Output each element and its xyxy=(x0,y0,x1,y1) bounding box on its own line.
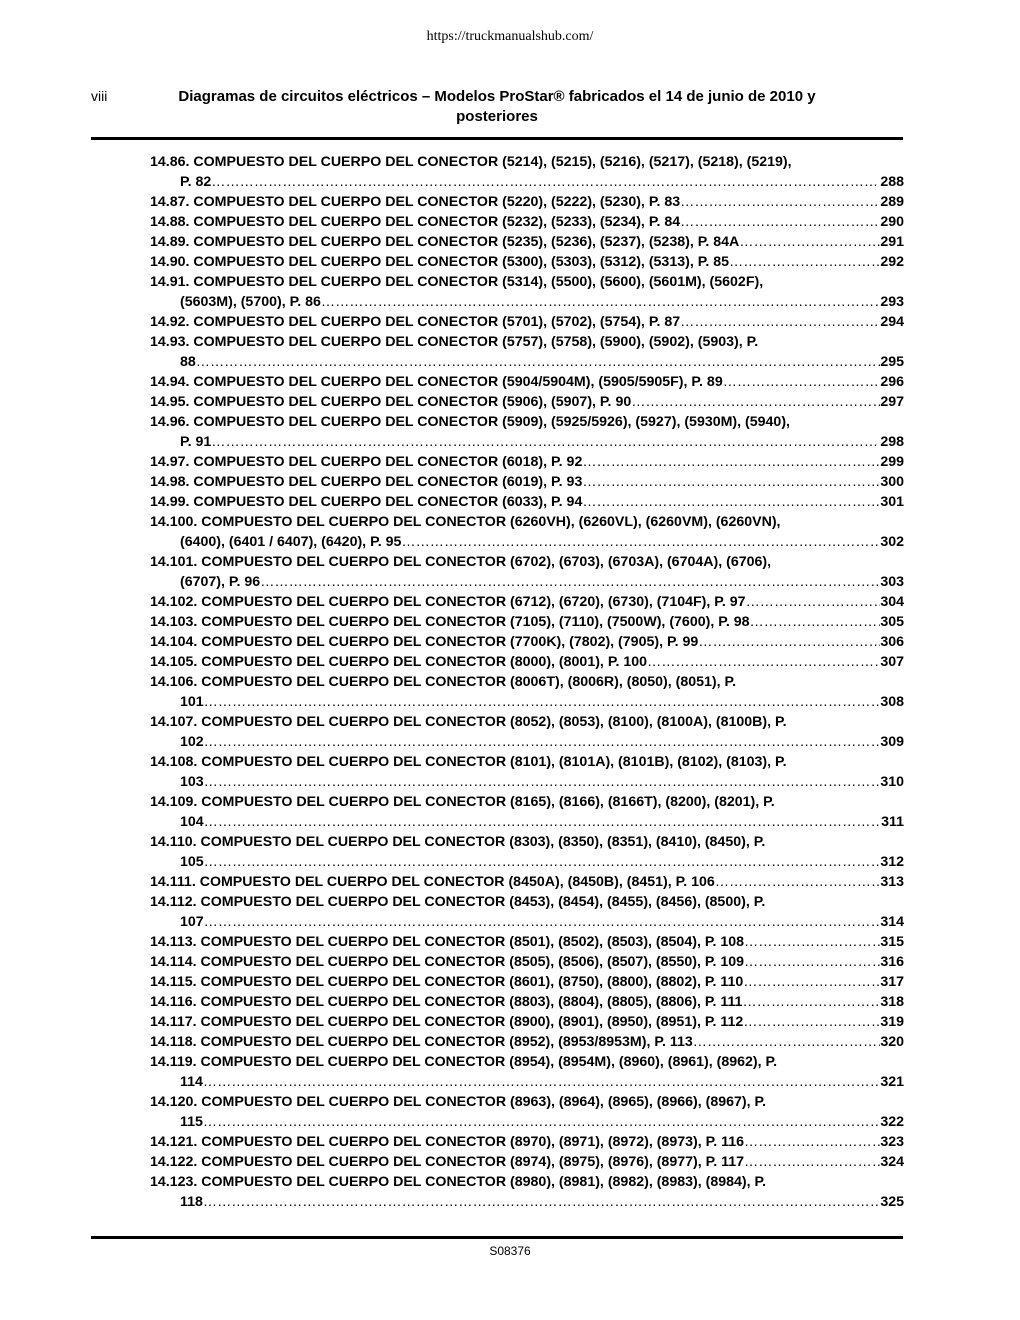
toc-entry-title-continued: (6707), P. 96 xyxy=(180,574,261,590)
dot-leader xyxy=(204,852,881,872)
toc-entry-page: 317 xyxy=(880,974,904,990)
toc-entry-title: 14.86. COMPUESTO DEL CUERPO DEL CONECTOR (5214), (5215), (5216), (5217), (5218), (5219), xyxy=(150,154,792,170)
dot-leader xyxy=(204,692,881,712)
dot-leader xyxy=(203,1112,880,1132)
toc-entry[interactable] xyxy=(150,1032,904,1052)
toc-entry-title: 14.87. COMPUESTO DEL CUERPO DEL CONECTOR (5220), (5222), (5230), P. 83 xyxy=(150,194,681,210)
dot-leader xyxy=(203,1072,880,1092)
toc-entry[interactable] xyxy=(150,612,904,632)
dot-leader xyxy=(750,612,881,632)
toc-entry-page: 301 xyxy=(880,494,904,510)
toc-entry-title-continued: 118 xyxy=(180,1194,203,1210)
dot-leader xyxy=(582,492,880,512)
toc-entry-title: 14.99. COMPUESTO DEL CUERPO DEL CONECTOR (6033), P. 94 xyxy=(150,494,583,510)
toc-entry[interactable] xyxy=(150,1052,904,1092)
toc-entry-page: 313 xyxy=(880,874,904,890)
dot-leader xyxy=(680,212,880,232)
source-url[interactable]: https://truckmanualshub.com/ xyxy=(426,29,594,44)
toc-entry[interactable] xyxy=(150,392,904,412)
dot-leader xyxy=(744,932,880,952)
toc-entry-page: 314 xyxy=(880,914,904,930)
toc-entry-title: 14.115. COMPUESTO DEL CUERPO DEL CONECTOR (8601), (8750), (8800), (8802), P. 110 xyxy=(150,974,744,990)
toc-entry-title-continued: P. 91 xyxy=(180,434,212,450)
toc-entry-title-continued: 104 xyxy=(180,814,204,830)
toc-entry-title: 14.95. COMPUESTO DEL CUERPO DEL CONECTOR (5906), (5907), P. 90 xyxy=(150,394,632,410)
dot-leader xyxy=(582,452,880,472)
toc-entry-title-continued: P. 82 xyxy=(180,174,212,190)
document-title: Diagramas de circuitos eléctricos – Modelos ProStar® fabricados el 14 de junio de 2010 y posteriores xyxy=(178,88,816,125)
dot-leader xyxy=(746,592,881,612)
toc-entry-title: 14.112. COMPUESTO DEL CUERPO DEL CONECTOR (8453), (8454), (8455), (8456), (8500), P. xyxy=(150,894,766,910)
toc-entry-page: 316 xyxy=(880,954,904,970)
toc-entry-title: 14.98. COMPUESTO DEL CUERPO DEL CONECTOR (6019), P. 93 xyxy=(150,474,583,490)
toc-entry-title: 14.116. COMPUESTO DEL CUERPO DEL CONECTOR (8803), (8804), (8805), (8806), P. 111 xyxy=(150,994,743,1010)
toc-entry-title: 14.101. COMPUESTO DEL CUERPO DEL CONECTOR (6702), (6703), (6703A), (6704A), (6706), xyxy=(150,554,772,570)
toc-entry-page: 308 xyxy=(880,694,904,710)
toc-entry-page: 290 xyxy=(880,214,904,230)
toc-entry-page: 305 xyxy=(880,614,904,630)
toc-entry-title: 14.107. COMPUESTO DEL CUERPO DEL CONECTOR (8052), (8053), (8100), (8100A), (8100B), P. xyxy=(150,714,787,730)
toc-entry-page: 323 xyxy=(880,1134,904,1150)
toc-entry-title-continued: 88 xyxy=(180,354,196,370)
toc-entry-title: 14.122. COMPUESTO DEL CUERPO DEL CONECTOR (8974), (8975), (8976), (8977), P. 117 xyxy=(150,1154,745,1170)
dot-leader xyxy=(211,432,880,452)
toc-entry-title-continued: (5603M), (5700), P. 86 xyxy=(180,294,321,310)
dot-leader xyxy=(744,1152,880,1172)
toc-entry-page: 318 xyxy=(880,994,904,1010)
header-rule xyxy=(91,137,903,140)
toc-entry[interactable] xyxy=(150,252,904,272)
dot-leader xyxy=(742,992,880,1012)
toc-entry-title: 14.109. COMPUESTO DEL CUERPO DEL CONECTOR (8165), (8166), (8166T), (8200), (8201), P. xyxy=(150,794,775,810)
toc-entry-title: 14.114. COMPUESTO DEL CUERPO DEL CONECTOR (8505), (8506), (8507), (8550), P. 109 xyxy=(150,954,745,970)
toc-entry-page: 325 xyxy=(880,1194,904,1210)
dot-leader xyxy=(739,232,880,252)
toc-entry[interactable] xyxy=(150,152,904,192)
toc-entry[interactable] xyxy=(150,412,904,452)
dot-leader xyxy=(321,292,880,312)
toc-entry-title: 14.102. COMPUESTO DEL CUERPO DEL CONECTOR (6712), (6720), (6730), (7104F), P. 97 xyxy=(150,594,746,610)
toc-entry-page: 320 xyxy=(880,1034,904,1050)
toc-entry[interactable] xyxy=(150,632,904,652)
toc-entry-title: 14.118. COMPUESTO DEL CUERPO DEL CONECTOR (8952), (8953/8953M), P. 113 xyxy=(150,1034,693,1050)
dot-leader xyxy=(196,352,881,372)
toc-entry-title: 14.104. COMPUESTO DEL CUERPO DEL CONECTOR (7700K), (7802), (7905), P. 99 xyxy=(150,634,699,650)
footer-rule xyxy=(91,1236,903,1239)
toc-entry-page: 311 xyxy=(881,814,904,830)
toc-entry-title-continued: 114 xyxy=(180,1074,203,1090)
toc-entry[interactable] xyxy=(150,972,904,992)
dot-leader xyxy=(647,652,880,672)
dot-leader xyxy=(693,1032,881,1052)
toc-entry-title-continued: 115 xyxy=(180,1114,203,1130)
toc-entry-page: 293 xyxy=(880,294,904,310)
toc-entry-page: 292 xyxy=(880,254,904,270)
toc-entry[interactable] xyxy=(150,1172,904,1212)
dot-leader xyxy=(204,912,881,932)
toc-entry-page: 291 xyxy=(880,234,904,250)
dot-leader xyxy=(723,372,881,392)
toc-entry-title: 14.91. COMPUESTO DEL CUERPO DEL CONECTOR (5314), (5500), (5600), (5601M), (5602F), xyxy=(150,274,764,290)
toc-entry[interactable] xyxy=(150,492,904,512)
toc-entry[interactable] xyxy=(150,712,904,752)
toc-entry-title: 14.121. COMPUESTO DEL CUERPO DEL CONECTOR (8970), (8971), (8972), (8973), P. 116 xyxy=(150,1134,745,1150)
dot-leader xyxy=(744,952,880,972)
toc-entry[interactable] xyxy=(150,372,904,392)
toc-entry-title: 14.120. COMPUESTO DEL CUERPO DEL CONECTOR (8963), (8964), (8965), (8966), (8967), P. xyxy=(150,1094,767,1110)
dot-leader xyxy=(744,1132,880,1152)
toc-entry-page: 310 xyxy=(880,774,904,790)
toc-entry-page: 322 xyxy=(880,1114,904,1130)
toc-entry[interactable] xyxy=(150,512,904,552)
toc-entry[interactable] xyxy=(150,1012,904,1032)
toc-entry-title: 14.106. COMPUESTO DEL CUERPO DEL CONECTOR (8006T), (8006R), (8050), (8051), P. xyxy=(150,674,737,690)
toc-entry[interactable] xyxy=(150,892,904,932)
toc-entry[interactable] xyxy=(150,592,904,612)
toc-entry-title: 14.96. COMPUESTO DEL CUERPO DEL CONECTOR (5909), (5925/5926), (5927), (5930M), (5940), xyxy=(150,414,790,430)
toc-entry[interactable] xyxy=(150,652,904,672)
toc-entry-page: 297 xyxy=(880,394,904,410)
table-of-contents xyxy=(150,152,904,1212)
toc-entry-title-continued: 102 xyxy=(180,734,204,750)
toc-entry-page: 288 xyxy=(880,174,904,190)
toc-entry-page: 303 xyxy=(880,574,904,590)
toc-entry-page: 289 xyxy=(880,194,904,210)
toc-entry[interactable] xyxy=(150,232,904,252)
toc-entry[interactable] xyxy=(150,312,904,332)
toc-entry-page: 315 xyxy=(880,934,904,950)
dot-leader xyxy=(260,572,880,592)
toc-entry[interactable] xyxy=(150,1152,904,1172)
toc-entry[interactable] xyxy=(150,212,904,232)
toc-entry-title: 14.90. COMPUESTO DEL CUERPO DEL CONECTOR (5300), (5303), (5312), (5313), P. 85 xyxy=(150,254,730,270)
toc-entry-page: 296 xyxy=(880,374,904,390)
dot-leader xyxy=(680,312,880,332)
dot-leader xyxy=(401,532,880,552)
toc-entry[interactable] xyxy=(150,1132,904,1152)
toc-entry-page: 309 xyxy=(880,734,904,750)
toc-entry-title-continued: 103 xyxy=(180,774,204,790)
toc-entry-title: 14.88. COMPUESTO DEL CUERPO DEL CONECTOR (5232), (5233), (5234), P. 84 xyxy=(150,214,681,230)
toc-entry-page: 319 xyxy=(880,1014,904,1030)
dot-leader xyxy=(204,732,881,752)
dot-leader xyxy=(729,252,880,272)
toc-entry-title: 14.111. COMPUESTO DEL CUERPO DEL CONECTOR (8450A), (8450B), (8451), P. 106 xyxy=(150,874,715,890)
toc-entry-page: 307 xyxy=(880,654,904,670)
toc-entry[interactable] xyxy=(150,332,904,372)
toc-entry[interactable] xyxy=(150,792,904,832)
dot-leader xyxy=(203,1192,880,1212)
toc-entry-title: 14.117. COMPUESTO DEL CUERPO DEL CONECTOR (8900), (8901), (8950), (8951), P. 112 xyxy=(150,1014,744,1030)
toc-entry-title: 14.103. COMPUESTO DEL CUERPO DEL CONECTOR (7105), (7110), (7500W), (7600), P. 98 xyxy=(150,614,750,630)
dot-leader xyxy=(680,192,880,212)
toc-entry[interactable] xyxy=(150,872,904,892)
toc-entry-title: 14.94. COMPUESTO DEL CUERPO DEL CONECTOR (5904/5904M), (5905/5905F), P. 89 xyxy=(150,374,723,390)
toc-entry-title: 14.108. COMPUESTO DEL CUERPO DEL CONECTOR (8101), (8101A), (8101B), (8102), (8103), P. xyxy=(150,754,787,770)
toc-entry-page: 302 xyxy=(880,534,904,550)
toc-entry-title: 14.119. COMPUESTO DEL CUERPO DEL CONECTOR (8954), (8954M), (8960), (8961), (8962), P. xyxy=(150,1054,778,1070)
toc-entry-title: 14.97. COMPUESTO DEL CUERPO DEL CONECTOR (6018), P. 92 xyxy=(150,454,583,470)
toc-entry[interactable] xyxy=(150,952,904,972)
toc-entry-title: 14.89. COMPUESTO DEL CUERPO DEL CONECTOR (5235), (5236), (5237), (5238), P. 84A xyxy=(150,234,740,250)
toc-entry-page: 324 xyxy=(880,1154,904,1170)
toc-entry[interactable] xyxy=(150,552,904,592)
toc-entry-title-continued: (6400), (6401 / 6407), (6420), P. 95 xyxy=(180,534,402,550)
page-number: viii xyxy=(91,88,108,104)
dot-leader xyxy=(204,812,881,832)
toc-entry-title: 14.110. COMPUESTO DEL CUERPO DEL CONECTOR (8303), (8350), (8351), (8410), (8450), P. xyxy=(150,834,766,850)
toc-entry-title: 14.105. COMPUESTO DEL CUERPO DEL CONECTOR (8000), (8001), P. 100 xyxy=(150,654,648,670)
toc-entry-title-continued: 107 xyxy=(180,914,204,930)
toc-entry-page: 298 xyxy=(880,434,904,450)
dot-leader xyxy=(211,172,880,192)
document-code: S08376 xyxy=(489,1244,531,1258)
toc-entry-page: 295 xyxy=(880,354,904,370)
toc-entry-title: 14.123. COMPUESTO DEL CUERPO DEL CONECTOR (8980), (8981), (8982), (8983), (8984), P. xyxy=(150,1174,767,1190)
toc-entry[interactable] xyxy=(150,272,904,312)
toc-entry-title: 14.93. COMPUESTO DEL CUERPO DEL CONECTOR (5757), (5758), (5900), (5902), (5903), P. xyxy=(150,334,759,350)
dot-leader xyxy=(204,772,881,792)
toc-entry-title: 14.113. COMPUESTO DEL CUERPO DEL CONECTOR (8501), (8502), (8503), (8504), P. 108 xyxy=(150,934,745,950)
toc-entry-title: 14.92. COMPUESTO DEL CUERPO DEL CONECTOR (5701), (5702), (5754), P. 87 xyxy=(150,314,681,330)
dot-leader xyxy=(631,392,880,412)
toc-entry[interactable] xyxy=(150,752,904,792)
toc-entry[interactable] xyxy=(150,932,904,952)
toc-entry-page: 294 xyxy=(880,314,904,330)
toc-entry[interactable] xyxy=(150,832,904,872)
dot-leader xyxy=(698,632,880,652)
toc-entry[interactable] xyxy=(150,452,904,472)
toc-entry-page: 321 xyxy=(880,1074,904,1090)
toc-entry[interactable] xyxy=(150,672,904,712)
toc-entry-title: 14.100. COMPUESTO DEL CUERPO DEL CONECTOR (6260VH), (6260VL), (6260VM), (6260VN), xyxy=(150,514,781,530)
toc-entry-title-continued: 105 xyxy=(180,854,204,870)
dot-leader xyxy=(715,872,881,892)
toc-entry[interactable] xyxy=(150,992,904,1012)
toc-entry-page: 304 xyxy=(880,594,904,610)
dot-leader xyxy=(743,972,880,992)
toc-entry-page: 306 xyxy=(880,634,904,650)
toc-entry-page: 300 xyxy=(880,474,904,490)
toc-entry-page: 312 xyxy=(880,854,904,870)
dot-leader xyxy=(743,1012,880,1032)
toc-entry[interactable] xyxy=(150,192,904,212)
dot-leader xyxy=(582,472,880,492)
toc-entry-title-continued: 101 xyxy=(180,694,204,710)
toc-entry[interactable] xyxy=(150,472,904,492)
toc-entry-page: 299 xyxy=(880,454,904,470)
toc-entry[interactable] xyxy=(150,1092,904,1132)
